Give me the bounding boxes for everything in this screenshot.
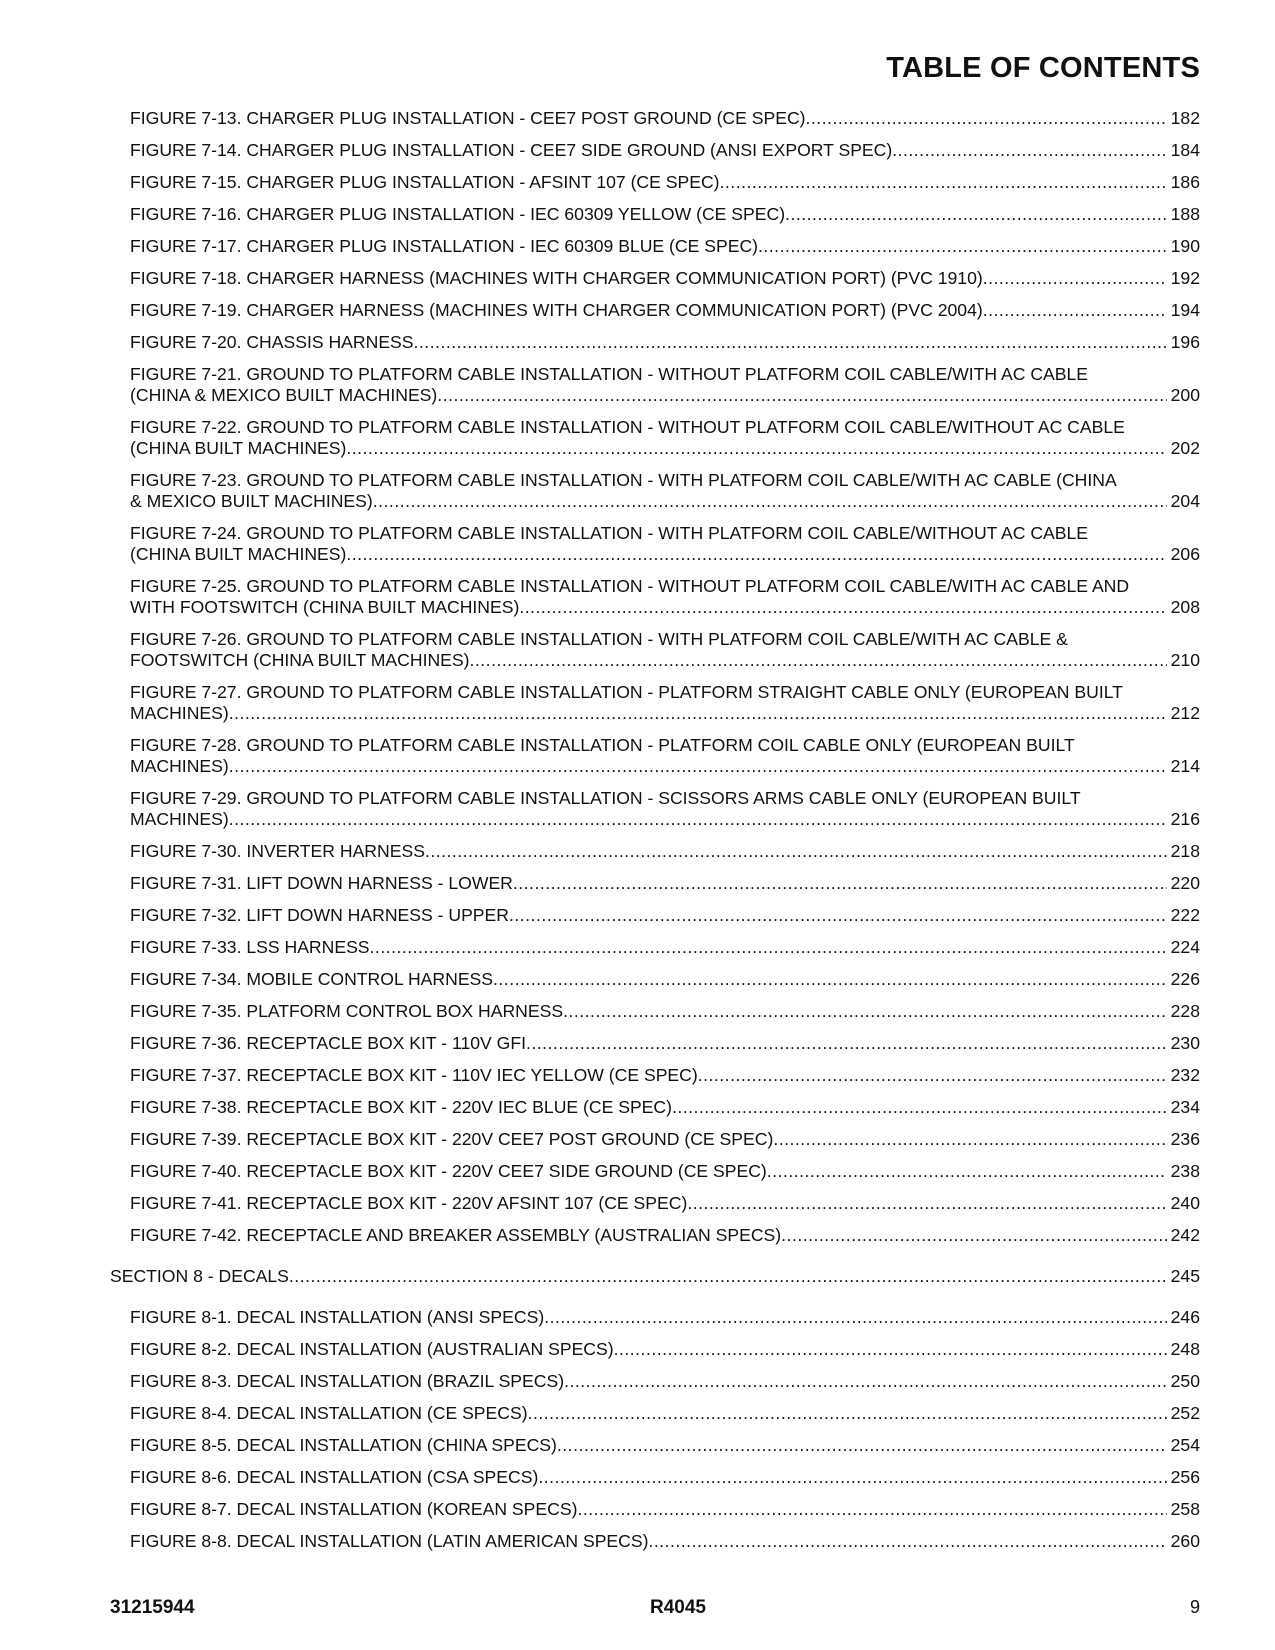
toc-section-entry[interactable]: [110, 1266, 1200, 1287]
entry-gap: [110, 1214, 1200, 1225]
toc-figure-entry[interactable]: [110, 576, 1200, 618]
toc-entry-text: MACHINES): [130, 756, 229, 776]
entry-gap: [110, 1287, 1200, 1307]
toc-page-number: 226: [1170, 969, 1200, 989]
toc-entry-text: FIGURE 7-24. GROUND TO PLATFORM CABLE INSTALLATION - WITH PLATFORM COIL CABLE/WITHOUT AC CABLE: [130, 523, 1089, 543]
dot-leader: [346, 438, 1166, 459]
toc-figure-entry[interactable]: [110, 682, 1200, 724]
toc-entry-text: FIGURE 8-8. DECAL INSTALLATION (LATIN AMERICAN SPECS): [130, 1531, 649, 1551]
toc-page-number: 196: [1170, 332, 1200, 352]
entry-gap: [110, 1392, 1200, 1403]
toc-list: [110, 108, 1200, 1552]
dot-leader: [563, 1001, 1167, 1022]
dot-leader: [544, 1307, 1166, 1328]
dot-leader: [229, 809, 1167, 830]
toc-entry-text: FIGURE 7-27. GROUND TO PLATFORM CABLE INSTALLATION - PLATFORM STRAIGHT CABLE ONLY (EUROPEAN BUILT: [130, 682, 1123, 702]
entry-gap: [110, 830, 1200, 841]
dot-leader: [806, 108, 1167, 129]
dot-leader: [526, 1033, 1167, 1054]
dot-leader: [557, 1435, 1167, 1456]
toc-entry-text: FIGURE 7-42. RECEPTACLE AND BREAKER ASSEMBLY (AUSTRALIAN SPECS): [130, 1225, 782, 1245]
toc-entry-text: FIGURE 7-25. GROUND TO PLATFORM CABLE INSTALLATION - WITHOUT PLATFORM COIL CABLE/WITH AC CABLE AND: [130, 576, 1130, 596]
entry-gap: [110, 1424, 1200, 1435]
toc-figure-entry[interactable]: [110, 268, 1200, 289]
toc-page-number: 200: [1170, 385, 1200, 405]
toc-entry-text: FIGURE 7-21. GROUND TO PLATFORM CABLE INSTALLATION - WITHOUT PLATFORM COIL CABLE/WITH AC CABLE: [130, 364, 1089, 384]
toc-entry-text: FIGURE 7-16. CHARGER PLUG INSTALLATION - IEC 60309 YELLOW (CE SPEC): [130, 204, 786, 224]
toc-page-number: 242: [1170, 1225, 1200, 1245]
toc-entry-text: FIGURE 7-33. LSS HARNESS: [130, 937, 370, 957]
toc-entry-text: FIGURE 7-18. CHARGER HARNESS (MACHINES WITH CHARGER COMMUNICATION PORT) (PVC 1910): [130, 268, 983, 288]
dot-leader: [493, 969, 1167, 990]
dot-leader: [346, 544, 1166, 565]
toc-entry-text: WITH FOOTSWITCH (CHINA BUILT MACHINES): [130, 597, 520, 617]
toc-page-number: 254: [1170, 1435, 1200, 1455]
toc-page-number: 202: [1170, 438, 1200, 458]
dot-leader: [528, 1403, 1167, 1424]
toc-page-number: 208: [1170, 597, 1200, 617]
toc-figure-entry[interactable]: [110, 1225, 1200, 1246]
entry-gap: [110, 289, 1200, 300]
dot-leader: [470, 650, 1167, 671]
toc-page-number: 212: [1170, 703, 1200, 723]
dot-leader: [513, 873, 1167, 894]
dot-leader: [785, 204, 1167, 225]
dot-leader: [698, 1065, 1167, 1086]
toc-entry-text: FIGURE 7-23. GROUND TO PLATFORM CABLE INSTALLATION - WITH PLATFORM COIL CABLE/WITH AC CABLE (CHINA: [130, 470, 1117, 490]
entry-gap: [110, 406, 1200, 417]
toc-page-number: 240: [1170, 1193, 1200, 1213]
toc-entry-text: FIGURE 8-1. DECAL INSTALLATION (ANSI SPECS): [130, 1307, 545, 1327]
entry-gap: [110, 459, 1200, 470]
toc-page-number: 238: [1170, 1161, 1200, 1181]
toc-figure-entry[interactable]: [110, 470, 1200, 512]
entry-gap: [110, 225, 1200, 236]
toc-figure-entry[interactable]: [110, 1435, 1200, 1456]
entry-gap: [110, 862, 1200, 873]
toc-entry-text: FIGURE 7-32. LIFT DOWN HARNESS - UPPER: [130, 905, 509, 925]
toc-entry-text: SECTION 8 - DECALS: [110, 1266, 289, 1286]
entry-gap: [110, 990, 1200, 1001]
toc-page-number: 232: [1170, 1065, 1200, 1085]
toc-figure-entry[interactable]: [110, 1129, 1200, 1150]
toc-figure-entry[interactable]: [110, 140, 1200, 161]
entry-gap: [110, 1456, 1200, 1467]
toc-page-number: 258: [1170, 1499, 1200, 1519]
dot-leader: [538, 1467, 1166, 1488]
toc-entry-text: FIGURE 7-36. RECEPTACLE BOX KIT - 110V GFI: [130, 1033, 526, 1053]
toc-entry-text: (CHINA & MEXICO BUILT MACHINES): [130, 385, 438, 405]
dot-leader: [983, 268, 1167, 289]
toc-page-number: 188: [1170, 204, 1200, 224]
toc-page-number: 250: [1170, 1371, 1200, 1391]
entry-gap: [110, 193, 1200, 204]
entry-gap: [110, 1182, 1200, 1193]
dot-leader: [720, 172, 1167, 193]
toc-page-number: 206: [1170, 544, 1200, 564]
entry-gap: [110, 958, 1200, 969]
entry-gap: [110, 1246, 1200, 1266]
dot-leader: [289, 1266, 1167, 1287]
entry-gap: [110, 777, 1200, 788]
dot-leader: [519, 597, 1166, 618]
entry-gap: [110, 321, 1200, 332]
toc-figure-entry[interactable]: [110, 1531, 1200, 1552]
toc-page-number: 228: [1170, 1001, 1200, 1021]
entry-gap: [110, 1520, 1200, 1531]
toc-page-number: 230: [1170, 1033, 1200, 1053]
footer-model: R4045: [650, 1597, 706, 1618]
toc-entry-text: FIGURE 7-34. MOBILE CONTROL HARNESS: [130, 969, 494, 989]
toc-entry-text: FIGURE 7-29. GROUND TO PLATFORM CABLE INSTALLATION - SCISSORS ARMS CABLE ONLY (EUROPEAN BUILT: [130, 788, 1081, 808]
toc-page-number: 204: [1170, 491, 1200, 511]
toc-figure-entry[interactable]: [110, 629, 1200, 671]
toc-figure-entry[interactable]: [110, 1161, 1200, 1182]
toc-page-number: 234: [1170, 1097, 1200, 1117]
toc-figure-entry[interactable]: [110, 1371, 1200, 1392]
toc-entry-text: & MEXICO BUILT MACHINES): [130, 491, 373, 511]
dot-leader: [229, 756, 1167, 777]
toc-figure-entry[interactable]: [110, 172, 1200, 193]
entry-gap: [110, 257, 1200, 268]
entry-gap: [110, 353, 1200, 364]
dot-leader: [758, 236, 1167, 257]
entry-gap: [110, 512, 1200, 523]
footer-doc-number: 31215944: [110, 1597, 195, 1618]
entry-gap: [110, 671, 1200, 682]
toc-entry-text: FIGURE 7-20. CHASSIS HARNESS: [130, 332, 414, 352]
dot-leader: [509, 905, 1167, 926]
entry-gap: [110, 161, 1200, 172]
toc-figure-entry[interactable]: [110, 1001, 1200, 1022]
dot-leader: [773, 1129, 1166, 1150]
dot-leader: [687, 1193, 1166, 1214]
toc-entry-text: FIGURE 7-15. CHARGER PLUG INSTALLATION - AFSINT 107 (CE SPEC): [130, 172, 720, 192]
dot-leader: [437, 385, 1166, 406]
toc-figure-entry[interactable]: [110, 1193, 1200, 1214]
toc-page-number: 184: [1170, 140, 1200, 160]
toc-entry-text: FIGURE 7-31. LIFT DOWN HARNESS - LOWER: [130, 873, 513, 893]
dot-leader: [672, 1097, 1167, 1118]
dot-leader: [781, 1225, 1166, 1246]
toc-page-number: 220: [1170, 873, 1200, 893]
dot-leader: [892, 140, 1166, 161]
toc-entry-text: FIGURE 7-13. CHARGER PLUG INSTALLATION - CEE7 POST GROUND (CE SPEC): [130, 108, 806, 128]
entry-gap: [110, 926, 1200, 937]
toc-figure-entry[interactable]: [110, 1339, 1200, 1360]
toc-entry-text: FIGURE 7-28. GROUND TO PLATFORM CABLE INSTALLATION - PLATFORM COIL CABLE ONLY (EUROPEAN BUILT: [130, 735, 1075, 755]
toc-entry-text: (CHINA BUILT MACHINES): [130, 438, 347, 458]
toc-page-number: 192: [1170, 268, 1200, 288]
toc-page-number: 190: [1170, 236, 1200, 256]
entry-gap: [110, 1054, 1200, 1065]
toc-figure-entry[interactable]: [110, 841, 1200, 862]
toc-figure-entry[interactable]: [110, 905, 1200, 926]
toc-figure-entry[interactable]: [110, 108, 1200, 129]
toc-entry-text: FIGURE 7-17. CHARGER PLUG INSTALLATION - IEC 60309 BLUE (CE SPEC): [130, 236, 759, 256]
toc-figure-entry[interactable]: [110, 1307, 1200, 1328]
toc-entry-text: FIGURE 8-3. DECAL INSTALLATION (BRAZIL SPECS): [130, 1371, 565, 1391]
toc-page-number: 224: [1170, 937, 1200, 957]
dot-leader: [564, 1371, 1167, 1392]
toc-figure-entry[interactable]: [110, 735, 1200, 777]
toc-entry-text: FIGURE 7-30. INVERTER HARNESS: [130, 841, 425, 861]
entry-gap: [110, 894, 1200, 905]
toc-figure-entry[interactable]: [110, 417, 1200, 459]
entry-gap: [110, 1150, 1200, 1161]
toc-figure-entry[interactable]: [110, 1097, 1200, 1118]
toc-entry-text: FIGURE 7-38. RECEPTACLE BOX KIT - 220V IEC BLUE (CE SPEC): [130, 1097, 672, 1117]
toc-page-number: 260: [1170, 1531, 1200, 1551]
toc-page-number: 236: [1170, 1129, 1200, 1149]
entry-gap: [110, 1360, 1200, 1371]
dot-leader: [373, 491, 1167, 512]
toc-page-number: 222: [1170, 905, 1200, 925]
toc-figure-entry[interactable]: [110, 364, 1200, 406]
dot-leader: [229, 703, 1167, 724]
toc-entry-text: FIGURE 7-26. GROUND TO PLATFORM CABLE INSTALLATION - WITH PLATFORM COIL CABLE/WITH AC CABLE &: [130, 629, 1068, 649]
dot-leader: [414, 332, 1167, 353]
dot-leader: [370, 937, 1167, 958]
toc-figure-entry[interactable]: [110, 1033, 1200, 1054]
toc-figure-entry[interactable]: [110, 1467, 1200, 1488]
toc-page-number: 186: [1170, 172, 1200, 192]
toc-figure-entry[interactable]: [110, 969, 1200, 990]
entry-gap: [110, 1086, 1200, 1097]
dot-leader: [425, 841, 1167, 862]
entry-gap: [110, 1118, 1200, 1129]
toc-page-number: 218: [1170, 841, 1200, 861]
toc-entry-text: (CHINA BUILT MACHINES): [130, 544, 347, 564]
toc-figure-entry[interactable]: [110, 1065, 1200, 1086]
dot-leader: [577, 1499, 1166, 1520]
toc-figure-entry[interactable]: [110, 1499, 1200, 1520]
footer-page-number: 9: [1189, 1597, 1200, 1617]
toc-figure-entry[interactable]: [110, 300, 1200, 321]
toc-entry-text: MACHINES): [130, 703, 229, 723]
toc-entry-text: FIGURE 8-2. DECAL INSTALLATION (AUSTRALIAN SPECS): [130, 1339, 614, 1359]
entry-gap: [110, 1328, 1200, 1339]
entry-gap: [110, 129, 1200, 140]
toc-entry-text: FOOTSWITCH (CHINA BUILT MACHINES): [130, 650, 470, 670]
toc-figure-entry[interactable]: [110, 332, 1200, 353]
entry-gap: [110, 1488, 1200, 1499]
toc-figure-entry[interactable]: [110, 236, 1200, 257]
toc-page-number: 245: [1170, 1266, 1200, 1286]
toc-entry-text: FIGURE 8-4. DECAL INSTALLATION (CE SPECS): [130, 1403, 528, 1423]
toc-entry-text: FIGURE 7-22. GROUND TO PLATFORM CABLE INSTALLATION - WITHOUT PLATFORM COIL CABLE/WITHOUT AC CABLE: [130, 417, 1125, 437]
entry-gap: [110, 1022, 1200, 1033]
toc-entry-text: FIGURE 7-41. RECEPTACLE BOX KIT - 220V AFSINT 107 (CE SPEC): [130, 1193, 688, 1213]
dot-leader: [983, 300, 1167, 321]
dot-leader: [614, 1339, 1167, 1360]
toc-figure-entry[interactable]: [110, 523, 1200, 565]
entry-gap: [110, 618, 1200, 629]
toc-page-number: 182: [1170, 108, 1200, 128]
toc-page-number: 248: [1170, 1339, 1200, 1359]
toc-figure-entry[interactable]: [110, 788, 1200, 830]
toc-entry-text: FIGURE 7-35. PLATFORM CONTROL BOX HARNESS: [130, 1001, 564, 1021]
dot-leader: [767, 1161, 1167, 1182]
toc-entry-text: FIGURE 8-5. DECAL INSTALLATION (CHINA SPECS): [130, 1435, 557, 1455]
toc-figure-entry[interactable]: [110, 204, 1200, 225]
toc-page-number: 246: [1170, 1307, 1200, 1327]
toc-entry-text: FIGURE 7-37. RECEPTACLE BOX KIT - 110V IEC YELLOW (CE SPEC): [130, 1065, 698, 1085]
toc-entry-text: FIGURE 7-19. CHARGER HARNESS (MACHINES WITH CHARGER COMMUNICATION PORT) (PVC 2004): [130, 300, 983, 320]
entry-gap: [110, 724, 1200, 735]
toc-figure-entry[interactable]: [110, 937, 1200, 958]
toc-page-number: 216: [1170, 809, 1200, 829]
toc-page-number: 210: [1170, 650, 1200, 670]
toc-entry-text: FIGURE 7-14. CHARGER PLUG INSTALLATION - CEE7 SIDE GROUND (ANSI EXPORT SPEC): [130, 140, 893, 160]
toc-entry-text: MACHINES): [130, 809, 229, 829]
entry-gap: [110, 565, 1200, 576]
toc-entry-text: FIGURE 7-40. RECEPTACLE BOX KIT - 220V CEE7 SIDE GROUND (CE SPEC): [130, 1161, 767, 1181]
toc-page-number: 214: [1170, 756, 1200, 776]
page-title: TABLE OF CONTENTS: [886, 52, 1200, 84]
toc-entry-text: FIGURE 7-39. RECEPTACLE BOX KIT - 220V CEE7 POST GROUND (CE SPEC): [130, 1129, 774, 1149]
toc-page-number: 194: [1170, 300, 1200, 320]
toc-entry-text: FIGURE 8-6. DECAL INSTALLATION (CSA SPECS): [130, 1467, 539, 1487]
toc-figure-entry[interactable]: [110, 1403, 1200, 1424]
toc-figure-entry[interactable]: [110, 873, 1200, 894]
dot-leader: [648, 1531, 1166, 1552]
toc-page-number: 256: [1170, 1467, 1200, 1487]
toc-page-number: 252: [1170, 1403, 1200, 1423]
toc-entry-text: FIGURE 8-7. DECAL INSTALLATION (KOREAN SPECS): [130, 1499, 578, 1519]
